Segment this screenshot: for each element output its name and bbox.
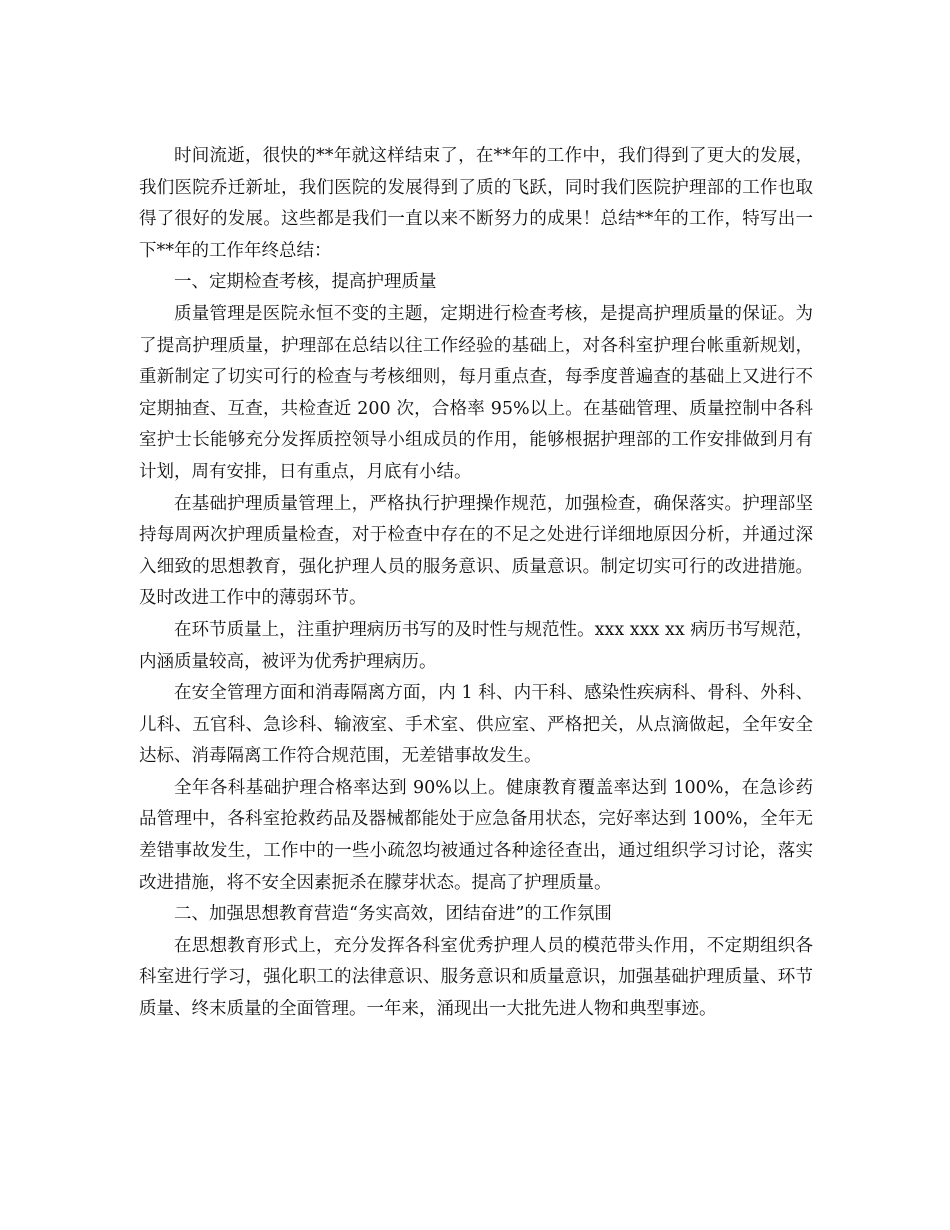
section-heading-2: 二、加强思想教育营造“务实高效，团结奋进”的工作氛围 [174,904,612,925]
annual-rates-paragraph: 全年各科基础护理合格率达到 90%以上。健康教育覆盖率达到 100%，在急诊药品管理中，各科室抢救药品及器械都能处于应急备用状态，完好率达到 100%，全年无差错事故发生，工作中的一些小疏忽均被通过各种途径查出，通过组织学习讨论，落实改进措施，将不安全因素扼杀在朦芽状态。提高了护理质量。 [139,777,813,893]
ideology-education-paragraph: 在思想教育形式上，充分发挥各科室优秀护理人员的模范带头作用，不定期组织各科室进行学习，强化职工的法律意识、服务意识和质量意识，加强基础护理质量、环节质量、终末质量的全面管理。一年来，涌现出一大批先进人物和典型事迹。 [139,935,813,1020]
basic-care-paragraph: 在基础护理质量管理上，严格执行护理操作规范，加强检查，确保落实。护理部坚持每周两次护理质量检查，对于检查中存在的不足之处进行详细地原因分析，并通过深入细致的思想教育，强化护理人员的服务意识、质量意识。制定切实可行的改进措施。及时改进工作中的薄弱环节。 [139,493,813,609]
section-heading-1: 一、定期检查考核，提高护理质量 [174,272,437,293]
process-quality-paragraph: 在环节质量上，注重护理病历书写的及时性与规范性。xxx xxx xx 病历书写规范，内涵质量较高，被评为优秀护理病历。 [139,619,813,672]
document-page [139,141,813,1026]
quality-management-paragraph: 质量管理是医院永恒不变的主题，定期进行检查考核，是提高护理质量的保证。为了提高护理质量，护理部在总结以往工作经验的基础上，对各科室护理台帐重新规划，重新制定了切实可行的检查与考核细则，每月重点查，每季度普遍查的基础上又进行不定期抽查、互查，共检查近 200 次，合格率 95%以上。在基础管理、质量控制中各科室护士长能够充分发挥质控领导小组成员的作用，能够根据护理部的工作安排做到月有计划，周有安排，日有重点，月底有小结。 [139,303,813,482]
safety-management-paragraph: 在安全管理方面和消毒隔离方面，内 1 科、内干科、感染性疾病科、骨科、外科、儿科、五官科、急诊科、输液室、手术室、供应室、严格把关，从点滴做起，全年安全达标、消毒隔离工作符合规范围，无差错事故发生。 [139,683,813,767]
intro-paragraph: 时间流逝，很快的**年就这样结束了，在**年的工作中，我们得到了更大的发展，我们医院乔迁新址，我们医院的发展得到了质的飞跃，同时我们医院护理部的工作也取得了很好的发展。这些都是我们一直以来不断努力的成果！总结**年的工作，特写出一下**年的工作年终总结： [139,146,813,261]
